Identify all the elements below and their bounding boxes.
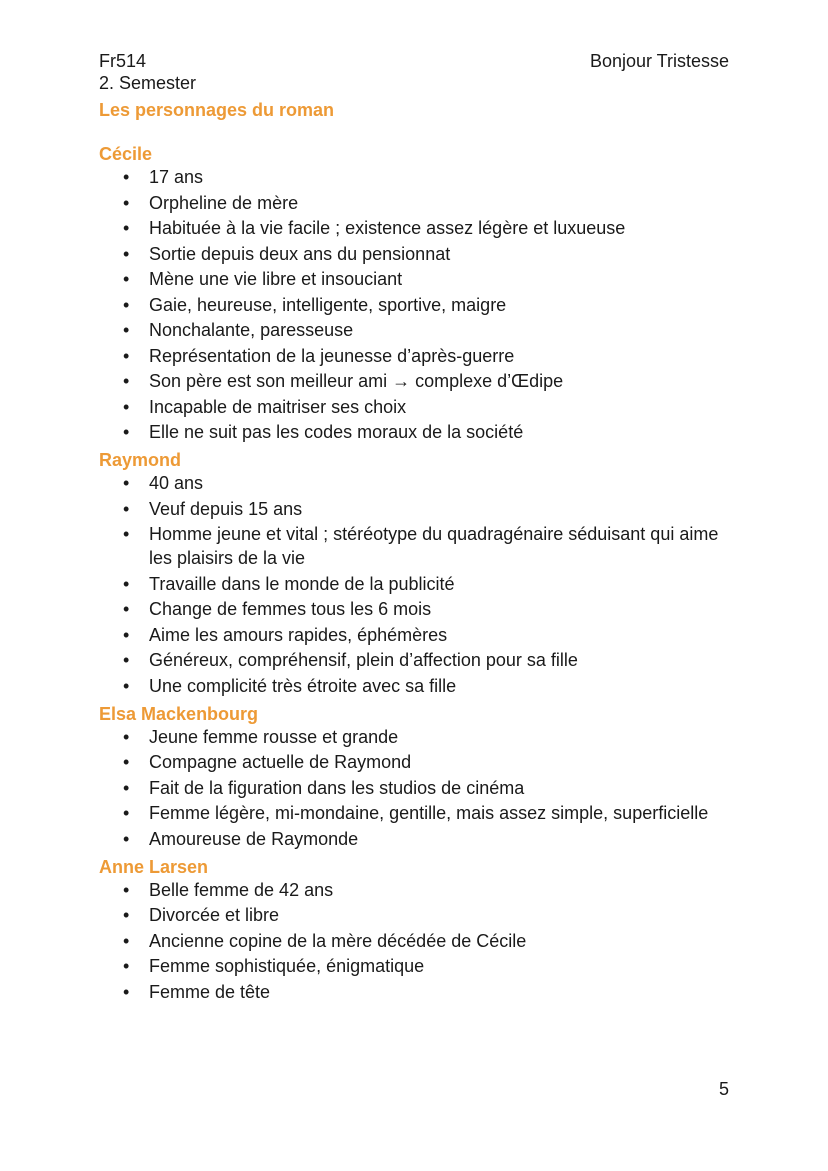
bullet-icon: •: [123, 828, 130, 849]
list-item: [99, 293, 739, 317]
bullet-icon: •: [123, 371, 130, 391]
bullet-icon: •: [123, 243, 130, 264]
bullet-icon: •: [123, 573, 130, 594]
header-left: [99, 50, 196, 94]
bullet-icon: •: [123, 345, 130, 366]
list-item: [99, 597, 739, 621]
list-item: [99, 725, 739, 749]
list-item-text: Change de femmes tous les 6 mois: [149, 599, 432, 619]
list-item-text: Son père est son meilleur ami → complexe d’Œdipe: [149, 371, 564, 391]
list-item: [99, 471, 739, 495]
semester-label: 2. Semester: [99, 73, 197, 93]
character-name: Raymond: [99, 450, 182, 470]
list-item-text: Femme légère, mi-mondaine, gentille, mais assez simple, superficielle: [149, 803, 709, 823]
list-item: [99, 903, 739, 927]
list-item: [99, 165, 739, 189]
list-item: [99, 801, 739, 825]
bullet-icon: •: [123, 524, 130, 544]
bullet-icon: •: [123, 981, 130, 1002]
list-item: [99, 267, 739, 291]
list-item: [99, 827, 739, 851]
list-item-text: Mène une vie libre et insouciant: [149, 269, 403, 289]
character-section: [99, 703, 739, 851]
list-item-text: Amoureuse de Raymonde: [149, 828, 359, 849]
list-item: [99, 954, 739, 978]
bullet-icon: •: [123, 498, 130, 519]
bullet-icon: •: [123, 675, 130, 696]
list-item-text: Divorcée et libre: [149, 905, 280, 925]
list-item-text: Ancienne copine de la mère décédée de Cécile: [149, 930, 527, 951]
bullet-icon: •: [123, 167, 130, 187]
bullet-icon: •: [123, 269, 130, 289]
trait-list: [99, 165, 739, 444]
list-item: [99, 242, 739, 266]
list-item-text: Femme sophistiquée, énigmatique: [149, 956, 425, 976]
list-item: [99, 318, 739, 342]
list-item: [99, 674, 739, 698]
book-title: Bonjour Tristesse: [589, 51, 729, 71]
list-item: [99, 623, 739, 647]
trait-list: [99, 725, 739, 851]
list-item-text: Travaille dans le monde de la publicité: [149, 573, 455, 594]
list-item-text: Habituée à la vie facile ; existence assez légère et luxueuse: [149, 218, 626, 238]
character-name: Cécile: [99, 144, 153, 164]
bullet-icon: •: [123, 930, 130, 951]
list-item: [99, 878, 739, 902]
list-item-text: 40 ans: [149, 473, 204, 493]
sections-container: [99, 143, 739, 1004]
list-item-text: Représentation de la jeunesse d’après-guerre: [149, 345, 515, 366]
list-item: [99, 497, 739, 521]
list-item: [99, 191, 739, 215]
list-item: [99, 648, 739, 672]
list-item-text: Nonchalante, paresseuse: [149, 320, 354, 340]
list-item-text: Incapable de maitriser ses choix: [149, 396, 407, 417]
bullet-icon: •: [123, 879, 130, 900]
bullet-icon: •: [123, 726, 130, 747]
list-item-text: Compagne actuelle de Raymond: [149, 752, 412, 772]
character-section: [99, 856, 739, 1004]
list-item: [99, 420, 739, 444]
page-number: 5: [718, 1079, 729, 1099]
list-item-text: Femme de tête: [149, 981, 271, 1002]
list-item-text: Sortie depuis deux ans du pensionnat: [149, 243, 451, 264]
list-item-text: Généreux, compréhensif, plein d’affection pour sa fille: [149, 650, 578, 670]
trait-list: [99, 471, 739, 698]
bullet-icon: •: [123, 473, 130, 493]
bullet-icon: •: [123, 396, 130, 417]
list-item-text: Belle femme de 42 ans: [149, 879, 334, 900]
bullet-icon: •: [123, 192, 130, 213]
bullet-icon: •: [123, 320, 130, 340]
list-item: [99, 776, 739, 800]
list-item-text: Orpheline de mère: [149, 192, 299, 213]
bullet-icon: •: [123, 218, 130, 238]
list-item-text: Elle ne suit pas les codes moraux de la société: [149, 422, 524, 442]
character-name: Anne Larsen: [99, 856, 209, 877]
document-body: [99, 99, 739, 1005]
bullet-icon: •: [123, 777, 130, 798]
trait-list: [99, 878, 739, 1004]
list-item: [99, 929, 739, 953]
list-item-text: Homme jeune et vital ; stéréotype du quadragénaire séduisant qui aime les plaisirs de la vie: [149, 524, 719, 568]
bullet-icon: •: [123, 905, 130, 925]
list-item: [99, 395, 739, 419]
list-item-text: Aime les amours rapides, éphémères: [149, 624, 448, 645]
list-item: [99, 572, 739, 596]
list-item: [99, 344, 739, 368]
character-section: [99, 143, 739, 444]
page-title: Les personnages du roman: [99, 100, 335, 120]
list-item-text: Gaie, heureuse, intelligente, sportive, maigre: [149, 294, 507, 315]
bullet-icon: •: [123, 294, 130, 315]
list-item: [99, 216, 739, 240]
list-item: [99, 369, 739, 393]
list-item-text: Fait de la figuration dans les studios de cinéma: [149, 777, 525, 798]
list-item: [99, 980, 739, 1004]
character-name: Elsa Mackenbourg: [99, 703, 259, 724]
list-item-text: 17 ans: [149, 167, 204, 187]
bullet-icon: •: [123, 624, 130, 645]
bullet-icon: •: [123, 422, 130, 442]
bullet-icon: •: [123, 956, 130, 976]
bullet-icon: •: [123, 803, 130, 823]
list-item-text: Veuf depuis 15 ans: [149, 498, 303, 519]
list-item-text: Jeune femme rousse et grande: [149, 726, 399, 747]
course-code: Fr514: [99, 51, 147, 71]
bullet-icon: •: [123, 650, 130, 670]
list-item-text: Une complicité très étroite avec sa fille: [149, 675, 457, 696]
bullet-icon: •: [123, 599, 130, 619]
list-item: [99, 522, 739, 570]
bullet-icon: •: [123, 752, 130, 772]
character-section: [99, 449, 739, 698]
list-item: [99, 750, 739, 774]
